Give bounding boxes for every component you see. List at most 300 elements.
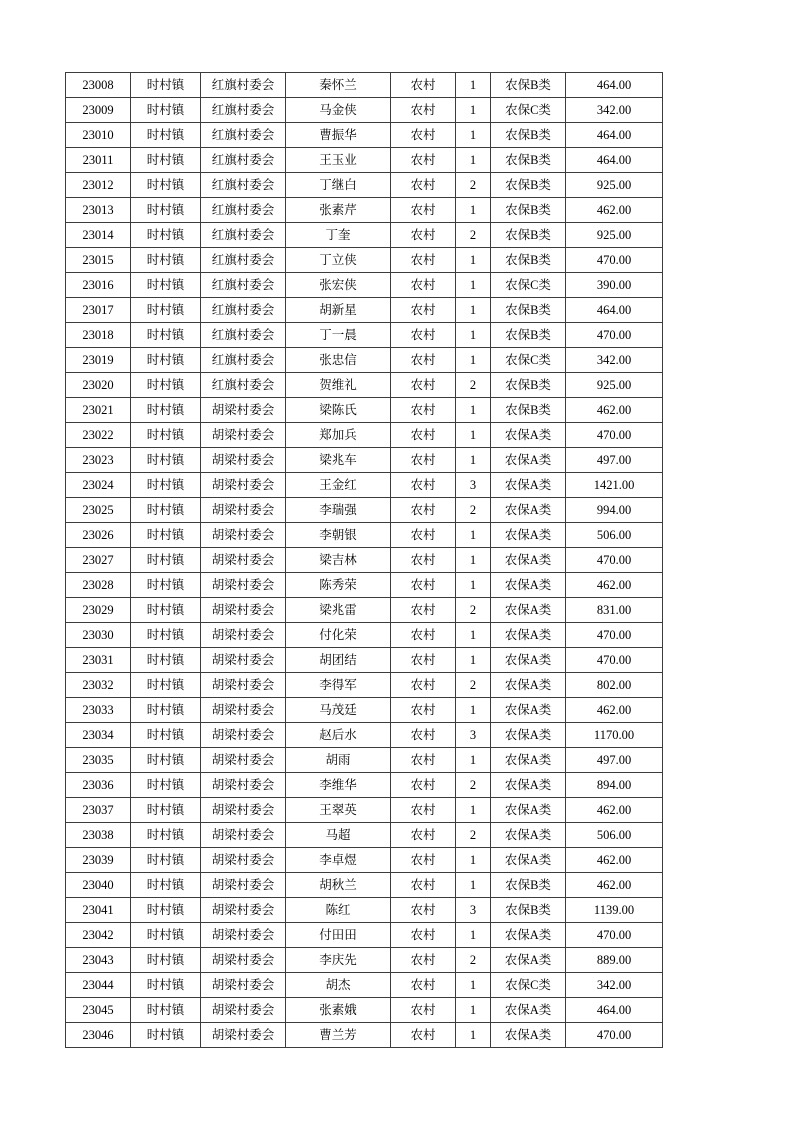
table-cell-insurance_category: 农保A类 (491, 523, 566, 548)
table-cell-person_id: 23008 (66, 73, 131, 98)
table-cell-name: 丁一晨 (286, 323, 391, 348)
table-cell-amount: 802.00 (566, 673, 663, 698)
table-cell-residence_type: 农村 (391, 398, 456, 423)
table-cell-person_count: 1 (456, 523, 491, 548)
table-cell-person_count: 1 (456, 798, 491, 823)
table-cell-person_id: 23017 (66, 298, 131, 323)
table-cell-town: 时村镇 (131, 598, 201, 623)
table-cell-amount: 464.00 (566, 998, 663, 1023)
table-cell-person_id: 23044 (66, 973, 131, 998)
table-cell-residence_type: 农村 (391, 973, 456, 998)
table-cell-person_id: 23015 (66, 248, 131, 273)
table-cell-amount: 470.00 (566, 548, 663, 573)
table-cell-town: 时村镇 (131, 348, 201, 373)
table-cell-insurance_category: 农保A类 (491, 723, 566, 748)
table-cell-residence_type: 农村 (391, 523, 456, 548)
table-row (66, 1023, 663, 1048)
table-cell-insurance_category: 农保B类 (491, 248, 566, 273)
table-cell-town: 时村镇 (131, 973, 201, 998)
table-cell-town: 时村镇 (131, 373, 201, 398)
table-cell-town: 时村镇 (131, 923, 201, 948)
table-cell-town: 时村镇 (131, 648, 201, 673)
table-cell-amount: 390.00 (566, 273, 663, 298)
table-cell-village_committee: 胡梁村委会 (201, 673, 286, 698)
table-cell-person_id: 23042 (66, 923, 131, 948)
table-cell-amount: 889.00 (566, 948, 663, 973)
table-cell-person_count: 2 (456, 948, 491, 973)
table-cell-name: 马金侠 (286, 98, 391, 123)
table-cell-person_count: 2 (456, 773, 491, 798)
table-cell-person_id: 23009 (66, 98, 131, 123)
table-row (66, 623, 663, 648)
table-cell-amount: 462.00 (566, 398, 663, 423)
table-cell-person_count: 1 (456, 148, 491, 173)
table-cell-person_id: 23045 (66, 998, 131, 1023)
table-row (66, 648, 663, 673)
table-cell-amount: 925.00 (566, 173, 663, 198)
table-cell-village_committee: 红旗村委会 (201, 273, 286, 298)
table-cell-town: 时村镇 (131, 198, 201, 223)
table-cell-person_id: 23020 (66, 373, 131, 398)
table-cell-town: 时村镇 (131, 148, 201, 173)
table-row (66, 123, 663, 148)
table-cell-residence_type: 农村 (391, 748, 456, 773)
table-cell-person_id: 23040 (66, 873, 131, 898)
table-cell-town: 时村镇 (131, 523, 201, 548)
table-cell-person_count: 1 (456, 698, 491, 723)
table-row (66, 748, 663, 773)
table-cell-insurance_category: 农保A类 (491, 648, 566, 673)
table-cell-village_committee: 胡梁村委会 (201, 423, 286, 448)
table-cell-insurance_category: 农保B类 (491, 873, 566, 898)
table-cell-insurance_category: 农保B类 (491, 73, 566, 98)
table-cell-insurance_category: 农保C类 (491, 98, 566, 123)
table-cell-amount: 462.00 (566, 698, 663, 723)
table-cell-village_committee: 胡梁村委会 (201, 798, 286, 823)
table-cell-town: 时村镇 (131, 848, 201, 873)
table-cell-residence_type: 农村 (391, 473, 456, 498)
table-cell-town: 时村镇 (131, 823, 201, 848)
table-cell-amount: 506.00 (566, 523, 663, 548)
table-cell-name: 张忠信 (286, 348, 391, 373)
table-row (66, 373, 663, 398)
table-cell-person_count: 1 (456, 198, 491, 223)
table-cell-amount: 464.00 (566, 123, 663, 148)
table-row (66, 698, 663, 723)
table-cell-insurance_category: 农保A类 (491, 448, 566, 473)
table-cell-name: 王玉业 (286, 148, 391, 173)
table-cell-village_committee: 胡梁村委会 (201, 998, 286, 1023)
table-cell-amount: 470.00 (566, 1023, 663, 1048)
table-cell-person_id: 23025 (66, 498, 131, 523)
table-cell-amount: 1421.00 (566, 473, 663, 498)
table-cell-amount: 994.00 (566, 498, 663, 523)
table-cell-amount: 462.00 (566, 873, 663, 898)
table-cell-residence_type: 农村 (391, 573, 456, 598)
table-cell-name: 胡杰 (286, 973, 391, 998)
table-cell-town: 时村镇 (131, 773, 201, 798)
table-cell-amount: 470.00 (566, 423, 663, 448)
table-cell-name: 马超 (286, 823, 391, 848)
table-cell-name: 梁兆车 (286, 448, 391, 473)
table-cell-name: 李卓煜 (286, 848, 391, 873)
table-cell-amount: 925.00 (566, 373, 663, 398)
table-cell-town: 时村镇 (131, 748, 201, 773)
table-cell-residence_type: 农村 (391, 98, 456, 123)
table-cell-name: 王翠英 (286, 798, 391, 823)
table-cell-town: 时村镇 (131, 323, 201, 348)
table-cell-town: 时村镇 (131, 873, 201, 898)
table-cell-residence_type: 农村 (391, 698, 456, 723)
table-cell-town: 时村镇 (131, 798, 201, 823)
table-cell-name: 李维华 (286, 773, 391, 798)
table-cell-person_id: 23039 (66, 848, 131, 873)
table-cell-residence_type: 农村 (391, 123, 456, 148)
table-cell-name: 丁立侠 (286, 248, 391, 273)
table-cell-insurance_category: 农保A类 (491, 423, 566, 448)
table-cell-insurance_category: 农保A类 (491, 948, 566, 973)
table-cell-name: 胡雨 (286, 748, 391, 773)
table-cell-person_id: 23032 (66, 673, 131, 698)
table-cell-name: 曹兰芳 (286, 1023, 391, 1048)
table-cell-village_committee: 红旗村委会 (201, 98, 286, 123)
table-cell-residence_type: 农村 (391, 873, 456, 898)
table-cell-village_committee: 胡梁村委会 (201, 773, 286, 798)
table-cell-person_count: 3 (456, 723, 491, 748)
table-cell-person_id: 23046 (66, 1023, 131, 1048)
table-cell-insurance_category: 农保B类 (491, 323, 566, 348)
table-row (66, 948, 663, 973)
table-cell-person_count: 1 (456, 298, 491, 323)
table-cell-name: 付化荣 (286, 623, 391, 648)
table-cell-village_committee: 红旗村委会 (201, 198, 286, 223)
table-row (66, 448, 663, 473)
table-row (66, 548, 663, 573)
table-cell-name: 李庆先 (286, 948, 391, 973)
table-cell-town: 时村镇 (131, 448, 201, 473)
table-cell-town: 时村镇 (131, 948, 201, 973)
table-cell-name: 丁奎 (286, 223, 391, 248)
table-cell-village_committee: 胡梁村委会 (201, 698, 286, 723)
table-cell-person_count: 1 (456, 423, 491, 448)
table-cell-name: 胡新星 (286, 298, 391, 323)
table-cell-town: 时村镇 (131, 548, 201, 573)
table-row (66, 223, 663, 248)
table-cell-residence_type: 农村 (391, 923, 456, 948)
table-cell-village_committee: 胡梁村委会 (201, 623, 286, 648)
table-row (66, 998, 663, 1023)
table-cell-person_count: 1 (456, 123, 491, 148)
table-cell-insurance_category: 农保A类 (491, 598, 566, 623)
table-row (66, 423, 663, 448)
table-cell-village_committee: 红旗村委会 (201, 248, 286, 273)
table-cell-insurance_category: 农保C类 (491, 973, 566, 998)
table-cell-name: 梁吉林 (286, 548, 391, 573)
table-cell-insurance_category: 农保A类 (491, 773, 566, 798)
table-row (66, 798, 663, 823)
table-cell-name: 张素娥 (286, 998, 391, 1023)
table-cell-residence_type: 农村 (391, 623, 456, 648)
table-cell-residence_type: 农村 (391, 73, 456, 98)
table-cell-town: 时村镇 (131, 1023, 201, 1048)
table-row (66, 348, 663, 373)
table-row (66, 473, 663, 498)
table-cell-person_id: 23028 (66, 573, 131, 598)
table-cell-town: 时村镇 (131, 123, 201, 148)
table-cell-amount: 470.00 (566, 923, 663, 948)
table-cell-village_committee: 胡梁村委会 (201, 598, 286, 623)
table-cell-amount: 1170.00 (566, 723, 663, 748)
table-cell-insurance_category: 农保A类 (491, 473, 566, 498)
table-cell-residence_type: 农村 (391, 248, 456, 273)
table-cell-village_committee: 红旗村委会 (201, 348, 286, 373)
table-row (66, 98, 663, 123)
table-cell-residence_type: 农村 (391, 198, 456, 223)
table-cell-town: 时村镇 (131, 573, 201, 598)
table-cell-person_count: 1 (456, 73, 491, 98)
table-cell-name: 胡团结 (286, 648, 391, 673)
table-cell-person_count: 1 (456, 923, 491, 948)
table-cell-village_committee: 胡梁村委会 (201, 1023, 286, 1048)
table-cell-town: 时村镇 (131, 273, 201, 298)
table-cell-person_id: 23035 (66, 748, 131, 773)
table-cell-residence_type: 农村 (391, 548, 456, 573)
table-cell-town: 时村镇 (131, 498, 201, 523)
table-cell-person_count: 1 (456, 398, 491, 423)
table-cell-village_committee: 胡梁村委会 (201, 723, 286, 748)
table-row (66, 923, 663, 948)
table-row (66, 173, 663, 198)
table-row (66, 323, 663, 348)
table-cell-person_id: 23018 (66, 323, 131, 348)
table-cell-village_committee: 胡梁村委会 (201, 973, 286, 998)
table-cell-village_committee: 红旗村委会 (201, 223, 286, 248)
table-cell-amount: 342.00 (566, 973, 663, 998)
table-cell-person_id: 23024 (66, 473, 131, 498)
table-cell-person_count: 1 (456, 623, 491, 648)
table-cell-residence_type: 农村 (391, 673, 456, 698)
table-cell-person_count: 1 (456, 848, 491, 873)
table-cell-residence_type: 农村 (391, 773, 456, 798)
table-cell-name: 贺维礼 (286, 373, 391, 398)
table-cell-village_committee: 胡梁村委会 (201, 923, 286, 948)
table-cell-insurance_category: 农保B类 (491, 398, 566, 423)
table-cell-person_count: 3 (456, 898, 491, 923)
table-cell-amount: 497.00 (566, 748, 663, 773)
table-cell-town: 时村镇 (131, 298, 201, 323)
table-cell-residence_type: 农村 (391, 898, 456, 923)
table-row (66, 673, 663, 698)
table-cell-insurance_category: 农保A类 (491, 673, 566, 698)
table-cell-person_id: 23030 (66, 623, 131, 648)
table-cell-amount: 470.00 (566, 248, 663, 273)
table-cell-person_count: 2 (456, 598, 491, 623)
table-cell-town: 时村镇 (131, 723, 201, 748)
table-row (66, 498, 663, 523)
table-cell-name: 张宏侠 (286, 273, 391, 298)
table-cell-village_committee: 红旗村委会 (201, 373, 286, 398)
table-cell-person_count: 1 (456, 873, 491, 898)
table-cell-village_committee: 红旗村委会 (201, 123, 286, 148)
table-cell-village_committee: 红旗村委会 (201, 323, 286, 348)
table-cell-town: 时村镇 (131, 673, 201, 698)
table-cell-person_count: 1 (456, 548, 491, 573)
table-cell-person_id: 23031 (66, 648, 131, 673)
table-cell-person_count: 3 (456, 473, 491, 498)
table-cell-insurance_category: 农保A类 (491, 923, 566, 948)
table-cell-residence_type: 农村 (391, 998, 456, 1023)
table-cell-amount: 894.00 (566, 773, 663, 798)
table-cell-town: 时村镇 (131, 473, 201, 498)
table-cell-insurance_category: 农保B类 (491, 123, 566, 148)
table-cell-name: 马茂廷 (286, 698, 391, 723)
table-cell-village_committee: 胡梁村委会 (201, 448, 286, 473)
table-cell-insurance_category: 农保C类 (491, 348, 566, 373)
table-cell-name: 陈红 (286, 898, 391, 923)
table-cell-name: 曹振华 (286, 123, 391, 148)
table-cell-residence_type: 农村 (391, 598, 456, 623)
table-cell-person_count: 1 (456, 998, 491, 1023)
table-cell-village_committee: 红旗村委会 (201, 148, 286, 173)
table-cell-insurance_category: 农保B类 (491, 373, 566, 398)
table-cell-amount: 342.00 (566, 348, 663, 373)
table-cell-town: 时村镇 (131, 73, 201, 98)
table-cell-residence_type: 农村 (391, 798, 456, 823)
table-cell-insurance_category: 农保A类 (491, 848, 566, 873)
table-cell-residence_type: 农村 (391, 373, 456, 398)
table-cell-person_id: 23036 (66, 773, 131, 798)
table-cell-name: 张素芹 (286, 198, 391, 223)
table-row (66, 723, 663, 748)
table-cell-town: 时村镇 (131, 623, 201, 648)
table-cell-amount: 470.00 (566, 323, 663, 348)
table-cell-town: 时村镇 (131, 423, 201, 448)
table-cell-insurance_category: 农保B类 (491, 223, 566, 248)
table-row (66, 273, 663, 298)
table-cell-person_id: 23012 (66, 173, 131, 198)
table-cell-name: 胡秋兰 (286, 873, 391, 898)
table-cell-insurance_category: 农保A类 (491, 698, 566, 723)
table-row (66, 898, 663, 923)
table-cell-insurance_category: 农保A类 (491, 1023, 566, 1048)
table-cell-insurance_category: 农保A类 (491, 623, 566, 648)
table-row (66, 573, 663, 598)
table-cell-person_id: 23033 (66, 698, 131, 723)
table-cell-amount: 462.00 (566, 573, 663, 598)
table-cell-village_committee: 胡梁村委会 (201, 873, 286, 898)
table-cell-person_count: 2 (456, 173, 491, 198)
table-cell-residence_type: 农村 (391, 348, 456, 373)
table-cell-residence_type: 农村 (391, 1023, 456, 1048)
table-row (66, 973, 663, 998)
table-row (66, 198, 663, 223)
table-cell-name: 李朝银 (286, 523, 391, 548)
table-cell-amount: 506.00 (566, 823, 663, 848)
table-cell-amount: 831.00 (566, 598, 663, 623)
table-row (66, 398, 663, 423)
table-cell-person_id: 23026 (66, 523, 131, 548)
table-row (66, 148, 663, 173)
table-cell-name: 赵后水 (286, 723, 391, 748)
table-row (66, 298, 663, 323)
table-cell-insurance_category: 农保A类 (491, 823, 566, 848)
table-cell-amount: 470.00 (566, 623, 663, 648)
table-cell-amount: 462.00 (566, 848, 663, 873)
table-cell-village_committee: 胡梁村委会 (201, 848, 286, 873)
table-cell-amount: 497.00 (566, 448, 663, 473)
table-cell-town: 时村镇 (131, 898, 201, 923)
table-cell-residence_type: 农村 (391, 448, 456, 473)
table-cell-village_committee: 胡梁村委会 (201, 398, 286, 423)
table-cell-insurance_category: 农保A类 (491, 748, 566, 773)
table-cell-amount: 462.00 (566, 198, 663, 223)
table-cell-amount: 470.00 (566, 648, 663, 673)
table-cell-name: 王金红 (286, 473, 391, 498)
table-cell-village_committee: 胡梁村委会 (201, 523, 286, 548)
table-cell-insurance_category: 农保B类 (491, 898, 566, 923)
table-cell-village_committee: 胡梁村委会 (201, 498, 286, 523)
table-cell-name: 李得军 (286, 673, 391, 698)
table-cell-town: 时村镇 (131, 248, 201, 273)
table-cell-person_id: 23010 (66, 123, 131, 148)
table-cell-person_count: 2 (456, 223, 491, 248)
table-cell-insurance_category: 农保A类 (491, 548, 566, 573)
table-cell-name: 付田田 (286, 923, 391, 948)
table-cell-person_id: 23021 (66, 398, 131, 423)
table-cell-amount: 464.00 (566, 298, 663, 323)
table-cell-person_id: 23016 (66, 273, 131, 298)
table-cell-insurance_category: 农保B类 (491, 298, 566, 323)
table-cell-town: 时村镇 (131, 398, 201, 423)
table-cell-insurance_category: 农保A类 (491, 798, 566, 823)
table-body (66, 73, 663, 1048)
table-cell-insurance_category: 农保B类 (491, 148, 566, 173)
table-cell-village_committee: 胡梁村委会 (201, 898, 286, 923)
table-cell-town: 时村镇 (131, 698, 201, 723)
table-cell-person_count: 1 (456, 248, 491, 273)
table-cell-person_count: 2 (456, 373, 491, 398)
table-cell-residence_type: 农村 (391, 498, 456, 523)
table-cell-residence_type: 农村 (391, 173, 456, 198)
table-cell-person_count: 2 (456, 498, 491, 523)
table-cell-amount: 464.00 (566, 148, 663, 173)
table-cell-residence_type: 农村 (391, 848, 456, 873)
table-cell-village_committee: 红旗村委会 (201, 73, 286, 98)
table-cell-person_id: 23014 (66, 223, 131, 248)
table-row (66, 773, 663, 798)
table-row (66, 873, 663, 898)
table-cell-amount: 464.00 (566, 73, 663, 98)
table-cell-person_id: 23022 (66, 423, 131, 448)
table-cell-residence_type: 农村 (391, 648, 456, 673)
table-cell-name: 梁陈氏 (286, 398, 391, 423)
table-cell-person_id: 23027 (66, 548, 131, 573)
table-cell-residence_type: 农村 (391, 948, 456, 973)
table-cell-village_committee: 胡梁村委会 (201, 573, 286, 598)
table-cell-name: 李瑞强 (286, 498, 391, 523)
table-cell-person_id: 23041 (66, 898, 131, 923)
table-cell-residence_type: 农村 (391, 298, 456, 323)
table-cell-residence_type: 农村 (391, 148, 456, 173)
table-cell-village_committee: 胡梁村委会 (201, 948, 286, 973)
table-cell-person_id: 23043 (66, 948, 131, 973)
table-cell-person_id: 23023 (66, 448, 131, 473)
table-cell-residence_type: 农村 (391, 223, 456, 248)
table-cell-person_id: 23013 (66, 198, 131, 223)
table-cell-town: 时村镇 (131, 998, 201, 1023)
table-cell-amount: 462.00 (566, 798, 663, 823)
table-cell-person_count: 2 (456, 673, 491, 698)
